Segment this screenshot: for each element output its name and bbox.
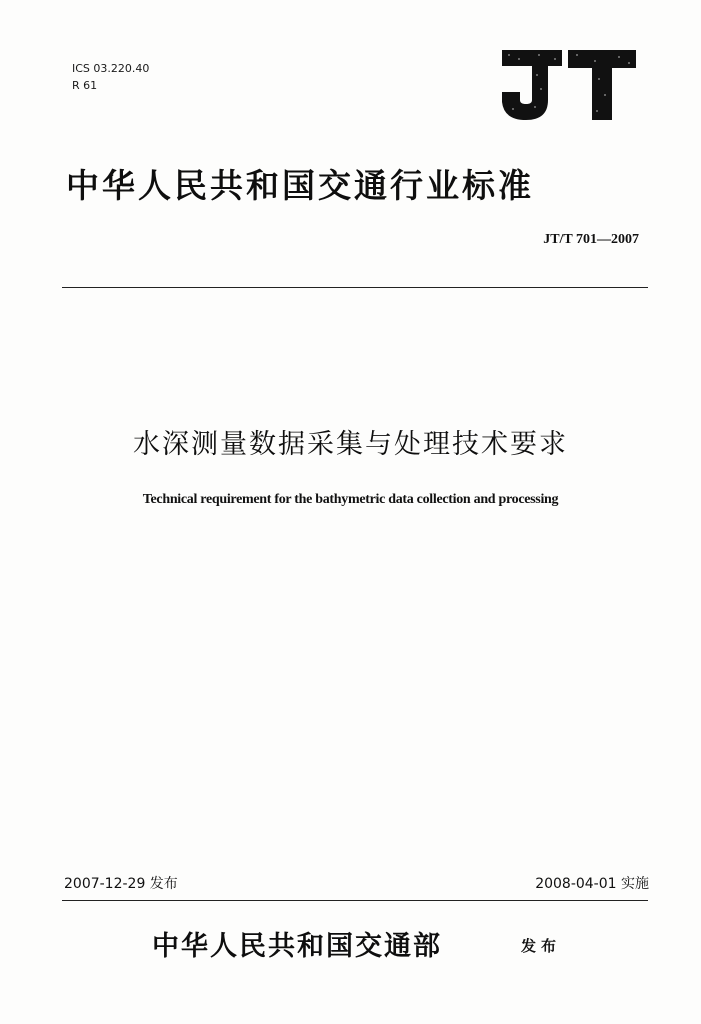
classification-block — [72, 60, 149, 94]
publish-label: 发布 — [521, 937, 562, 955]
bottom-divider — [62, 900, 648, 901]
ics-code: ICS 03.220.40 — [72, 62, 150, 75]
issue-date: 2007-12-29 发布 — [64, 876, 178, 892]
jt-logo — [498, 44, 640, 124]
industry-standard-title: 中华人民共和国交通行业标准 — [66, 166, 534, 205]
implementation-date: 2008-04-01 实施 — [535, 876, 649, 892]
top-divider — [62, 287, 648, 288]
publisher-name: 中华人民共和国交通部 — [152, 931, 442, 962]
document-title-english: Technical requirement for the bathymetric data collection and processing — [142, 492, 559, 507]
standard-number: JT/T 701—2007 — [543, 232, 639, 247]
category-code: R 61 — [72, 79, 98, 92]
document-title-chinese: 水深测量数据采集与处理技术要求 — [133, 429, 568, 460]
